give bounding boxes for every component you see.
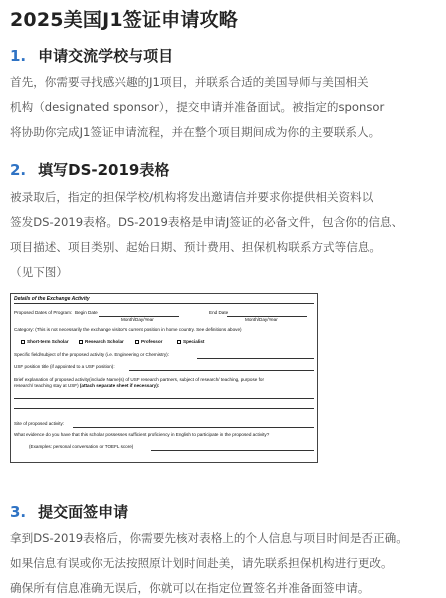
form-category-option: Research Scholar: [79, 339, 124, 345]
ds2019-form-image: [10, 293, 318, 463]
section-3-number: 3.: [10, 503, 27, 521]
form-field-line: [197, 358, 314, 359]
form-end-format: Month/Day/Year: [245, 317, 278, 322]
form-field-label: Specific field/subject of the proposed activity (i.e. Engineering or Chemistry):: [14, 352, 169, 357]
paragraph-line: 将协助你完成J1签证申请流程，并在整个项目期间成为你的主要联系人。: [10, 125, 381, 139]
paragraph-line: 确保所有信息准确无误后，你就可以在指定位置签名并准备面签申请。: [10, 581, 370, 595]
form-divider: [14, 303, 314, 304]
paragraph-line: 被录取后，指定的担保学校/机构将发出邀请信并要求你提供相关资料以: [10, 190, 374, 204]
paragraph-line: 拿到DS-2019表格后，你需要先核对表格上的个人信息与项目时间是否正确。: [10, 531, 408, 545]
page-title: 2025美国J1签证申请攻略: [10, 9, 238, 31]
paragraph-line: （见下图）: [10, 265, 68, 279]
section-3-paragraph: [10, 526, 440, 598]
form-explanation-line-2: research/ teaching stay at USF) (attach separate sheet if necessary):: [14, 383, 160, 388]
section-1-title: 申请交流学校与项目: [38, 47, 174, 65]
form-site-label: Site of proposed activity:: [14, 421, 65, 426]
paragraph-line: 机构（designated sponsor），提交申请并准备面试。被指定的sponsor: [10, 100, 385, 114]
form-blank-line: [14, 408, 314, 409]
section-2-heading: [10, 159, 169, 180]
form-examples-label: (Examples: personal conversation or TOEFL score): [29, 444, 134, 449]
form-blank-line: [14, 398, 314, 399]
form-category-option: Short-term Scholar: [21, 339, 69, 345]
form-site-line: [73, 427, 314, 428]
checkbox-icon: [21, 340, 25, 344]
form-position-label: USF position title (if appointed to a USF position):: [14, 364, 115, 369]
form-category-option: Specialist: [177, 339, 204, 345]
form-examples-line: [151, 450, 314, 451]
form-dates-label: Proposed Dates of Program:: [14, 310, 73, 315]
section-1-paragraph: [10, 70, 440, 145]
form-end-label: End Date: [209, 310, 229, 315]
section-1-heading: [10, 45, 173, 66]
form-position-line: [129, 370, 314, 371]
checkbox-icon: [135, 340, 139, 344]
paragraph-line: 如果信息有误或你无法按照原计划时间赴美，请先联系担保机构进行更改。: [10, 556, 393, 570]
form-category-label: Category: (This is not necessarily the exchange visitor's current position in home country. See definitions above): [14, 327, 242, 332]
form-english-label: What evidence do you have that this scholar possesses sufficient proficiency in English to participate in the proposed activity?: [14, 432, 270, 437]
form-begin-label: Begin Date: [75, 310, 98, 315]
paragraph-line: 首先，你需要寻找感兴趣的J1项目，并联系合适的美国导师与美国相关: [10, 75, 369, 89]
form-begin-format: Month/Day/Year: [121, 317, 154, 322]
checkbox-icon: [177, 340, 181, 344]
section-3-heading: [10, 501, 128, 522]
checkbox-icon: [79, 340, 83, 344]
section-2-title: 填写DS-2019表格: [38, 161, 170, 179]
form-category-option: Professor: [135, 339, 162, 345]
section-2-number: 2.: [10, 161, 27, 179]
section-2-paragraph: [10, 185, 440, 285]
section-3-title: 提交面签申请: [38, 503, 129, 521]
paragraph-line: 签发DS-2019表格。DS-2019表格是申请J签证的必备文件，包含你的信息、: [10, 215, 404, 229]
paragraph-line: 项目描述、项目类别、起始日期、预计费用、担保机构联系方式等信息。: [10, 240, 382, 254]
form-header: Details of the Exchange Activity: [14, 296, 90, 302]
section-1-number: 1.: [10, 47, 27, 65]
form-explanation-line-1: Brief explanation of proposed activity(include Name(s) of USF research partners, subject of research/ teaching, purpose for: [14, 377, 264, 382]
